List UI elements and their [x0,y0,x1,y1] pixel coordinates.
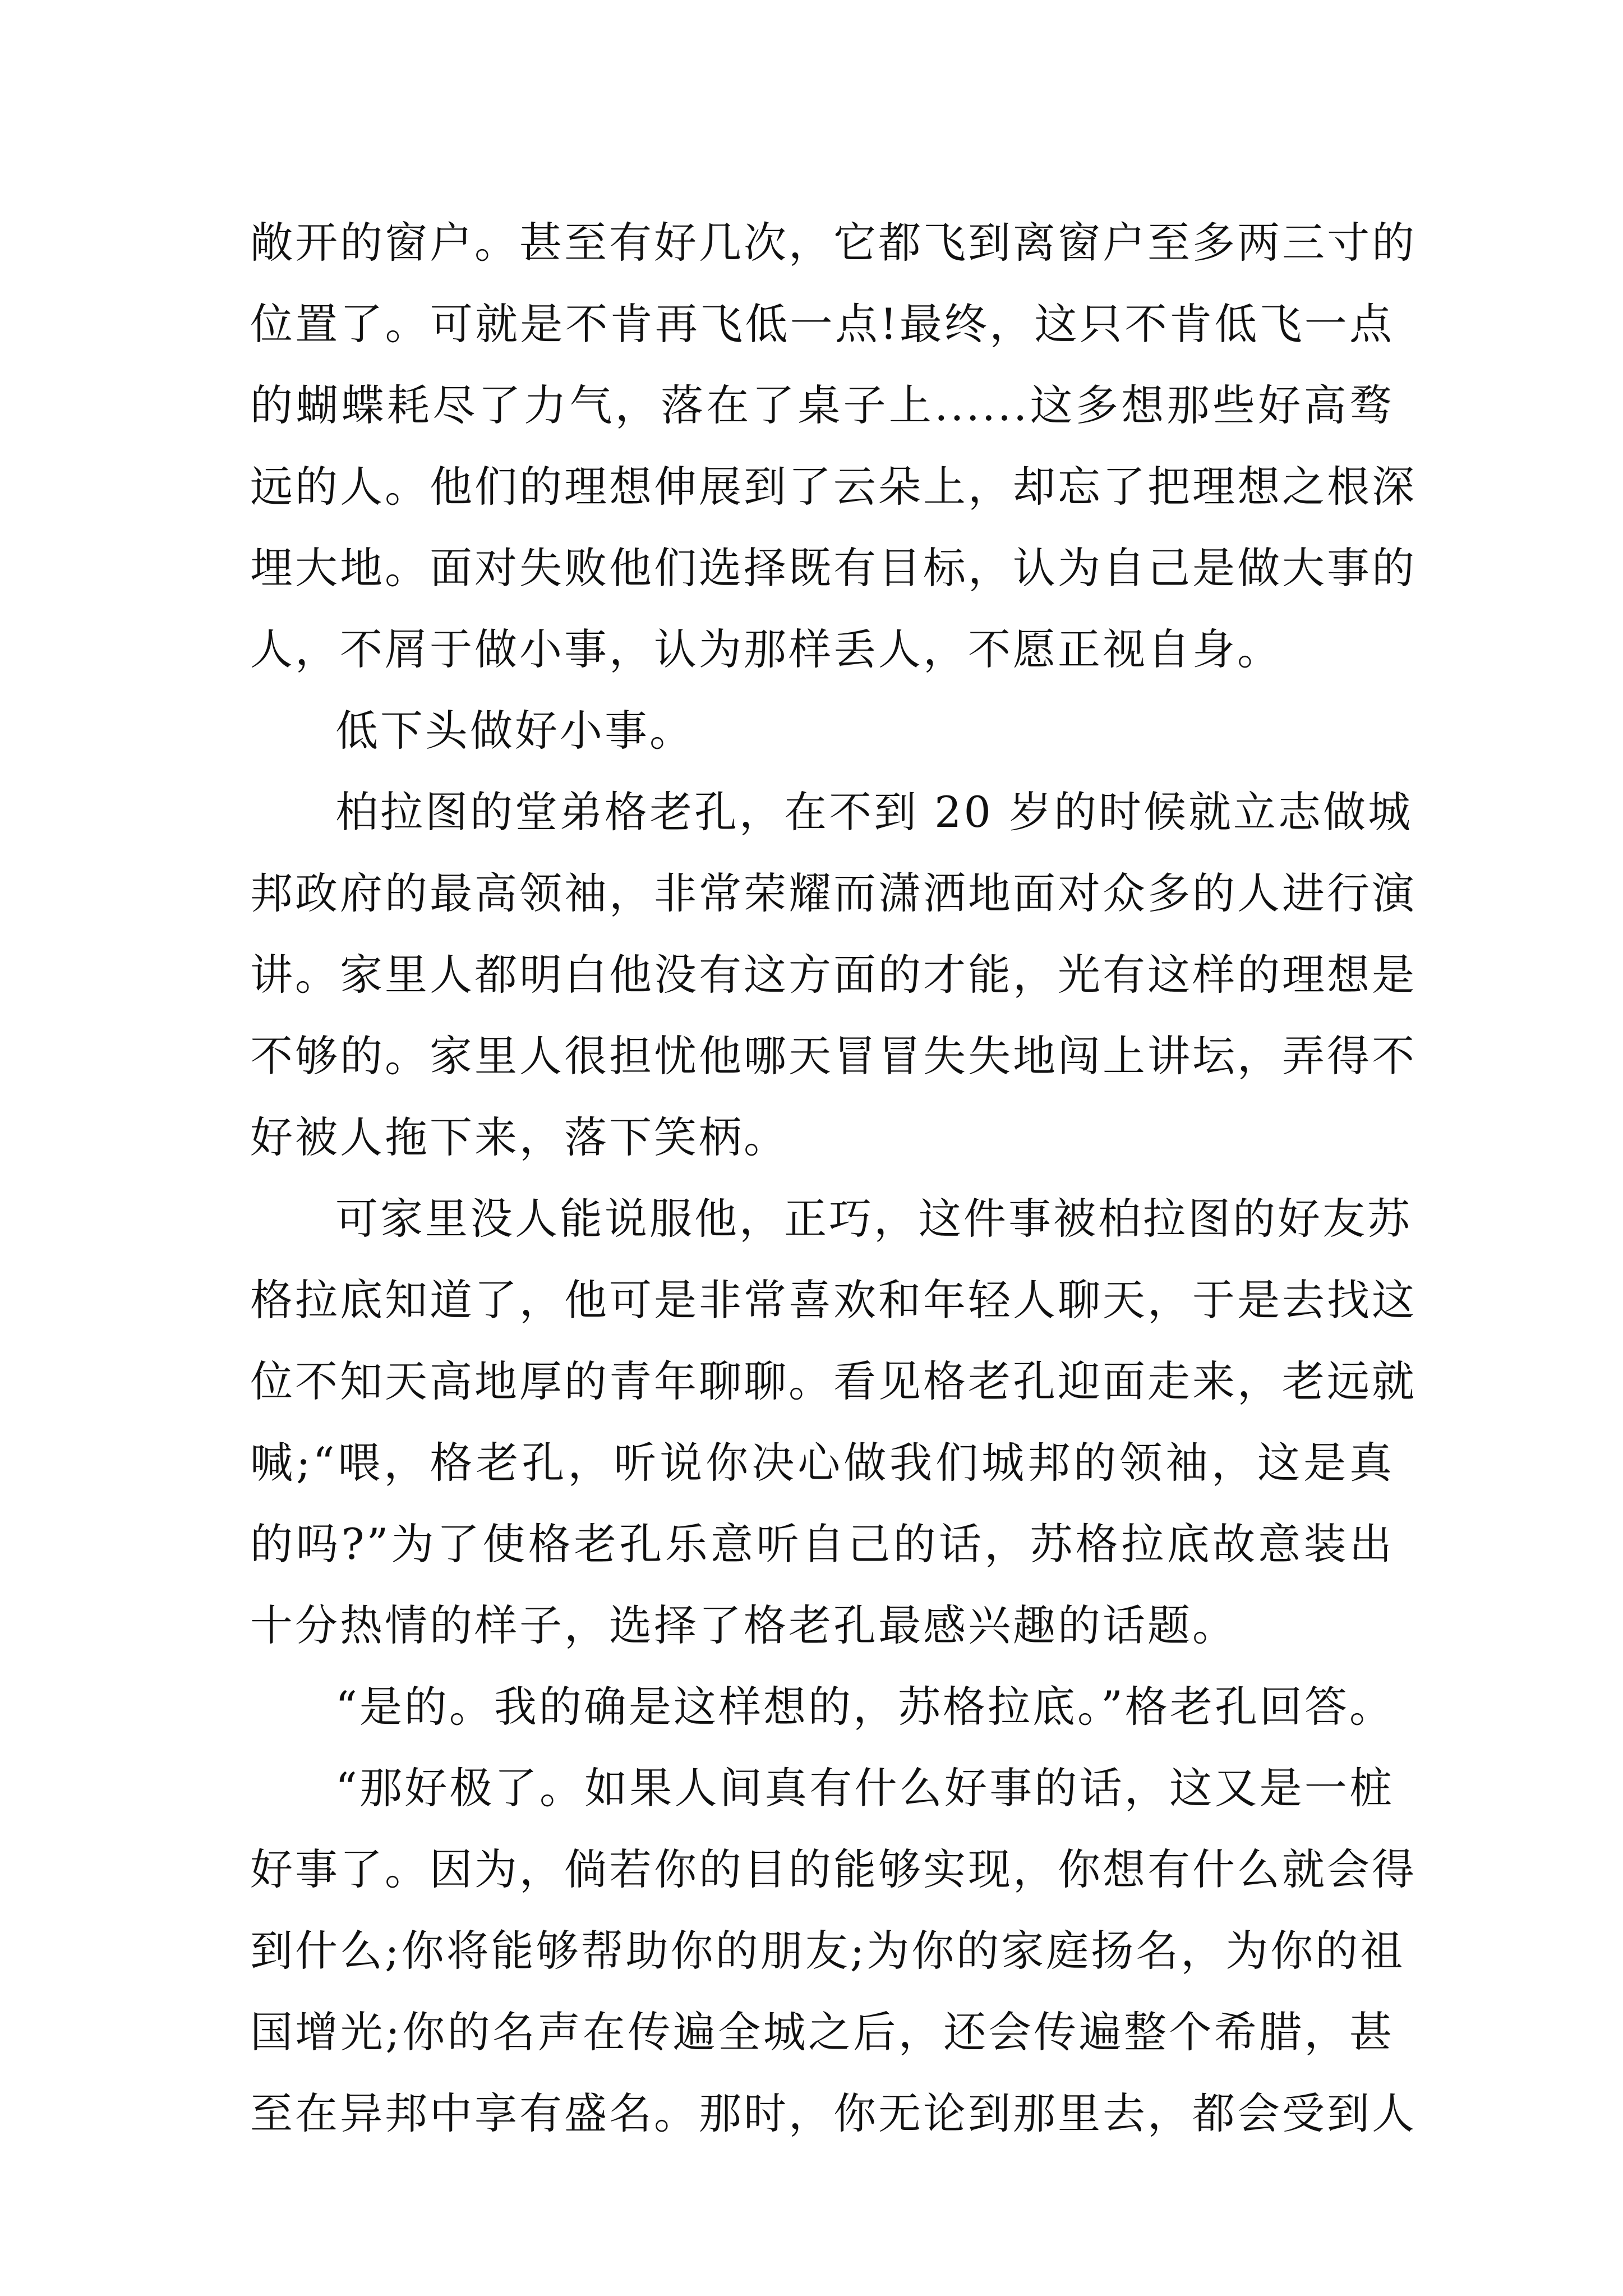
text-line: 的吗?”为了使格老孔乐意听自己的话，苏格拉底故意装出 [250,1519,1394,1569]
text-line: 埋大地。面对失败他们选择既有目标，认为自己是做大事的 [250,543,1417,593]
text-line: 喊;“喂，格老孔，听说你决心做我们城邦的领袖，这是真 [250,1438,1394,1488]
document-body [250,202,1417,2154]
text-line: “那好极了。如果人间真有什么好事的话，这又是一桩 [335,1763,1394,1813]
text-line: 好被人拖下来，落下笑柄。 [250,1112,789,1162]
text-line: 国增光;你的名声在传遍全城之后，还会传遍整个希腊，甚 [250,2007,1394,2057]
text-line: 敞开的窗户。甚至有好几次，它都飞到离窗户至多两三寸的 [250,218,1417,268]
text-line: 至在异邦中享有盛名。那时，你无论到那里去，都会受到人 [250,2088,1417,2138]
text-line: 位不知天高地厚的青年聊聊。看见格老孔迎面走来，老远就 [250,1356,1417,1406]
text-line: 十分热情的样子，选择了格老孔最感兴趣的话题。 [250,1600,1237,1650]
text-line: 讲。家里人都明白他没有这方面的才能，光有这样的理想是 [250,950,1417,1000]
text-line: 人，不屑于做小事，认为那样丢人，不愿正视自身。 [250,624,1282,674]
text-line: 的蝴蝶耗尽了力气，落在了桌子上......这多想那些好高骛 [250,380,1394,430]
text-line: 邦政府的最高领袖，非常荣耀而潇洒地面对众多的人进行演 [250,868,1417,918]
text-line: 柏拉图的堂弟格老孔，在不到 20 岁的时候就立志做城 [335,787,1413,837]
text-line: 位置了。可就是不肯再飞低一点!最终，这只不肯低飞一点 [250,299,1394,349]
text-line: 好事了。因为，倘若你的目的能够实现，你想有什么就会得 [250,1844,1417,1894]
text-line: “是的。我的确是这样想的，苏格拉底。”格老孔回答。 [335,1682,1394,1732]
text-line: 不够的。家里人很担忧他哪天冒冒失失地闯上讲坛，弄得不 [250,1031,1417,1081]
text-line: 远的人。他们的理想伸展到了云朵上，却忘了把理想之根深 [250,462,1417,512]
text-line: 格拉底知道了，他可是非常喜欢和年轻人聊天，于是去找这 [250,1275,1417,1325]
text-line: 可家里没人能说服他，正巧，这件事被柏拉图的好友苏 [335,1194,1412,1244]
text-line: 低下头做好小事。 [335,706,694,756]
text-line: 到什么;你将能够帮助你的朋友;为你的家庭扬名，为你的祖 [250,1926,1405,1976]
